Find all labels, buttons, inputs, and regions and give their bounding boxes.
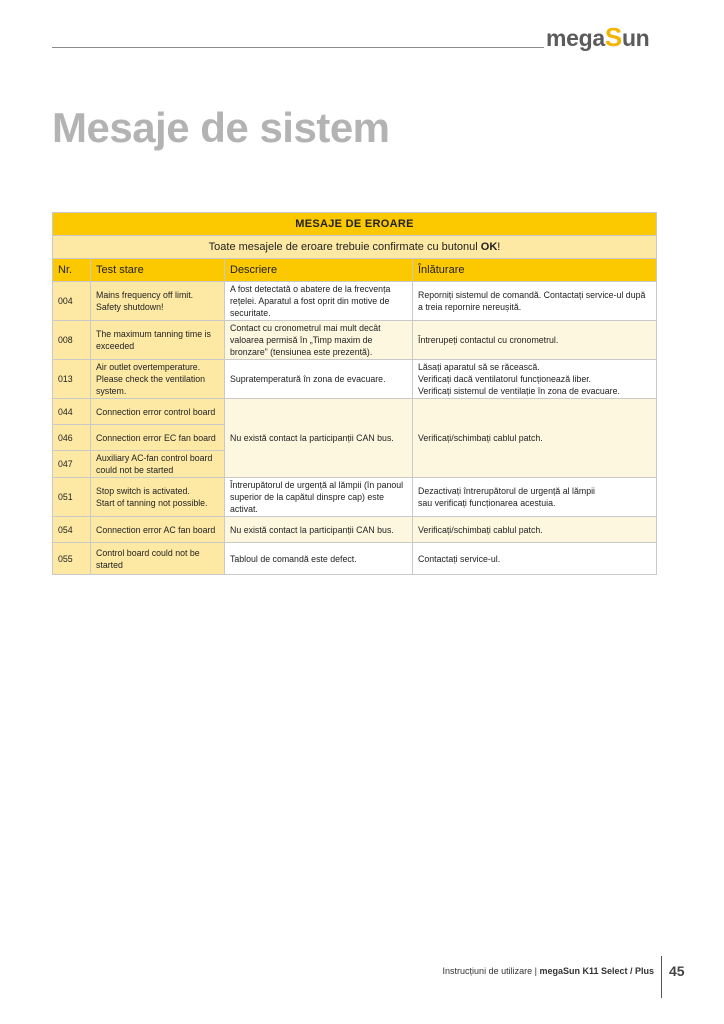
subtitle-end: ! [497, 241, 501, 253]
fix-line: Lăsați aparatul să se răcească. [418, 362, 540, 372]
row-descriere: A fost detectată o abatere de la frecvența rețelei. Aparatul a fost oprit din motive de securitate. [225, 282, 413, 321]
fix-line: sau verificați funcționarea acestuia. [418, 498, 556, 508]
row-test-stare: Connection error EC fan board [91, 425, 225, 451]
logo-text-un: un [621, 25, 650, 51]
row-descriere: Întrerupătorul de urgență al lămpii (în panoul superior de la capătul dinspre cap) este activat. [225, 478, 413, 517]
table-subtitle-row [53, 236, 657, 259]
row-inlaturare [413, 360, 657, 399]
row-nr: 055 [53, 543, 91, 575]
subtitle-ok: OK [480, 241, 498, 253]
error-messages-table [52, 212, 657, 575]
row-inlaturare [413, 478, 657, 517]
row-nr: 054 [53, 517, 91, 543]
row-nr: 046 [53, 425, 91, 451]
row-descriere-group: Nu există contact la participanții CAN bus. [225, 399, 413, 478]
megasun-logo [546, 22, 649, 52]
table-row [53, 478, 657, 517]
column-header-descriere: Descriere [225, 259, 413, 282]
table-subtitle [53, 236, 657, 259]
table-row [53, 321, 657, 360]
row-inlaturare-group: Verificați/schimbați cablul patch. [413, 399, 657, 478]
fix-line: Verificați dacă ventilatorul funcționează liber. [418, 374, 592, 384]
row-test-stare: Connection error AC fan board [91, 517, 225, 543]
row-descriere: Supratemperatură în zona de evacuare. [225, 360, 413, 399]
row-nr: 044 [53, 399, 91, 425]
row-inlaturare: Reporniți sistemul de comandă. Contactați service-ul după a treia repornire nereușită. [413, 282, 657, 321]
row-inlaturare: Întrerupeți contactul cu cronometrul. [413, 321, 657, 360]
footer-doc-label: Instrucțiuni de utilizare | [442, 966, 540, 976]
test-line: Stop switch is activated. [96, 486, 190, 496]
row-test-stare [91, 478, 225, 517]
row-test-stare: Mains frequency off limit. Safety shutdown! [91, 282, 225, 321]
row-descriere: Nu există contact la participanții CAN bus. [225, 517, 413, 543]
table-row [53, 517, 657, 543]
row-test-stare: Auxiliary AC-fan control board could not be started [91, 451, 225, 478]
fix-line: Dezactivați întrerupătorul de urgență al lămpii [418, 486, 596, 496]
footer-product-name: megaSun K11 Select / Plus [539, 966, 654, 976]
row-test-stare: Air outlet overtemperature. Please check the ventilation system. [91, 360, 225, 399]
row-descriere: Tabloul de comandă este defect. [225, 543, 413, 575]
row-nr: 013 [53, 360, 91, 399]
logo-text-mega: mega [546, 25, 605, 51]
table-title: MESAJE DE EROARE [53, 213, 657, 236]
table-row [53, 399, 657, 425]
row-inlaturare: Contactați service-ul. [413, 543, 657, 575]
table-row [53, 543, 657, 575]
page-number: 45 [669, 963, 685, 979]
row-inlaturare: Verificați/schimbați cablul patch. [413, 517, 657, 543]
footer-divider [661, 956, 662, 998]
table-title-row [53, 213, 657, 236]
table-row [53, 282, 657, 321]
row-descriere: Contact cu cronometrul mai mult decât valoarea permisă în „Timp maxim de bronzare” (tensiunea este prezentă). [225, 321, 413, 360]
table-row [53, 360, 657, 399]
row-test-stare: The maximum tanning time is exceeded [91, 321, 225, 360]
column-header-nr: Nr. [53, 259, 91, 282]
row-test-stare: Control board could not be started [91, 543, 225, 575]
row-nr: 008 [53, 321, 91, 360]
test-line: Start of tanning not possible. [96, 498, 208, 508]
column-header-inlaturare: Înlăturare [413, 259, 657, 282]
row-nr: 051 [53, 478, 91, 517]
page-title: Mesaje de sistem [52, 104, 390, 151]
column-header-test-stare: Test stare [91, 259, 225, 282]
row-test-stare: Connection error control board [91, 399, 225, 425]
footer-text [443, 966, 654, 976]
row-nr: 047 [53, 451, 91, 478]
subtitle-text: Toate mesajele de eroare trebuie confirmate cu butonul [208, 241, 481, 253]
header-rule [52, 47, 544, 48]
row-nr: 004 [53, 282, 91, 321]
fix-line: Verificați sistemul de ventilație în zona de evacuare. [418, 386, 620, 396]
table-header-row [53, 259, 657, 282]
logo-letter-s: S [604, 22, 622, 52]
